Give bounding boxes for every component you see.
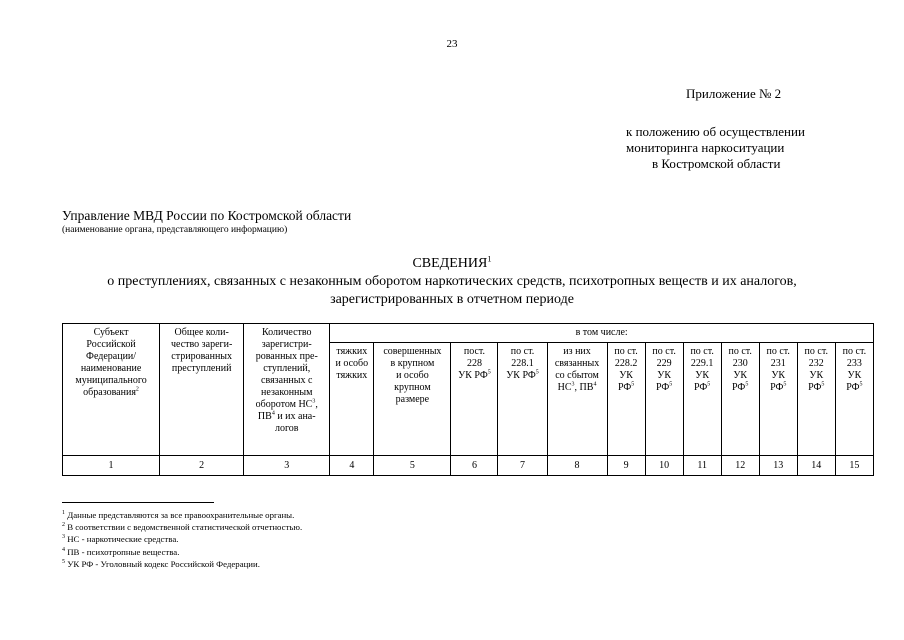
header-line: незаконным: [261, 387, 313, 398]
header-line: [452, 370, 496, 382]
header-line: по ст.: [728, 346, 752, 357]
footnote-ref: 5: [669, 381, 673, 388]
header-line: тяжких: [336, 346, 368, 357]
header-line: Общее коли-: [174, 327, 229, 338]
header-line: УК: [733, 370, 748, 381]
organization-note: (наименование органа, представляющего информацию): [62, 225, 288, 235]
header-line: УК: [847, 370, 862, 381]
header-line: логов: [274, 423, 299, 434]
footnote-ref: 3: [312, 398, 316, 405]
footnote-ref: 5: [631, 381, 635, 388]
header-line: [761, 382, 796, 394]
header-line: связанных: [554, 358, 600, 369]
header-large-scale: [374, 343, 451, 456]
column-number: 13: [759, 456, 797, 476]
header-text: ПВ: [257, 411, 272, 422]
header-line: [723, 382, 758, 394]
footnote-ref: 5: [821, 381, 825, 388]
column-number: 4: [330, 456, 374, 476]
footnote-number: 1: [62, 510, 65, 517]
header-text: НС: [557, 382, 572, 393]
header-art-228: [451, 343, 498, 456]
header-art-228-1: [498, 343, 547, 456]
header-line: из них: [563, 346, 591, 357]
header-art-232: [797, 343, 835, 456]
header-text: оборотом НС: [255, 399, 313, 410]
column-number: 1: [63, 456, 160, 476]
header-line: 232: [808, 358, 824, 369]
header-line: ступлений,: [263, 363, 311, 374]
header-line: Количество: [261, 327, 312, 338]
header-line: 233: [846, 358, 862, 369]
header-line: УК: [695, 370, 710, 381]
header-line: Российской: [86, 339, 136, 350]
footnote-number: 2: [62, 522, 65, 529]
header-line: по ст.: [510, 346, 535, 357]
header-line: [609, 382, 644, 394]
header-text: образования: [83, 387, 136, 398]
header-line: УК: [619, 370, 633, 381]
header-line: тяжких: [336, 370, 368, 381]
header-line: 231: [770, 358, 786, 369]
header-line: совершенных: [383, 346, 442, 357]
header-line: 228.2: [614, 358, 638, 369]
footnote-text: Данные представляются за все правоохранительные органы.: [67, 510, 295, 520]
header-text: РФ: [694, 382, 708, 393]
header-text: РФ: [808, 382, 822, 393]
appendix-title: Приложение № 2: [686, 86, 782, 101]
column-number: 11: [683, 456, 721, 476]
footnote: [62, 558, 302, 570]
header-text: РФ: [732, 382, 746, 393]
footnote-ref: 5: [859, 381, 863, 388]
footnote-text: УК РФ - Уголовный кодекс Российской Федерации.: [67, 558, 260, 569]
report-title: [0, 255, 904, 273]
table-header-row: [63, 324, 874, 343]
header-text: , ПВ: [574, 382, 594, 393]
header-line: зарегистри-: [261, 339, 312, 350]
footnote-number: 5: [62, 558, 65, 565]
header-line: 229.1: [690, 358, 714, 369]
header-line: 228: [466, 358, 482, 369]
footnote: [62, 521, 302, 533]
header-line: 229: [656, 358, 672, 369]
header-line: пост.: [463, 346, 486, 357]
header-line: УК: [771, 370, 786, 381]
header-line: [685, 382, 720, 394]
header-line: наименование: [80, 363, 142, 374]
header-text: РФ: [655, 382, 670, 393]
footnote-ref: 1: [487, 254, 492, 264]
footnote-ref: 4: [593, 381, 597, 388]
header-line: стрированных: [171, 351, 233, 362]
appendix-subtitle-line: в Костромской области: [652, 156, 781, 171]
header-art-228-2: [607, 343, 645, 456]
header-count: [244, 324, 330, 456]
column-number-row: [63, 456, 874, 476]
header-grave: [330, 343, 374, 456]
header-text: РФ: [617, 382, 632, 393]
header-line: по ст.: [766, 346, 790, 357]
header-text: УК РФ: [458, 370, 488, 381]
footnote-ref: 5: [745, 381, 749, 388]
header-line: со сбытом: [555, 370, 599, 381]
footnote-number: 3: [62, 534, 65, 541]
organization-name: Управление МВД России по Костромской области: [62, 208, 352, 223]
header-line: связанных с: [261, 375, 313, 386]
header-sales: [547, 343, 607, 456]
header-line: 228.1: [511, 358, 534, 369]
column-number: 10: [645, 456, 683, 476]
column-number: 7: [498, 456, 547, 476]
header-art-229-1: [683, 343, 721, 456]
report-subtitle-line: о преступлениях, связанных с незаконным оборотом наркотических средств, психотропных веществ и их аналогов,: [107, 274, 797, 289]
header-art-229: [645, 343, 683, 456]
header-text: РФ: [846, 382, 860, 393]
column-number: 12: [721, 456, 759, 476]
header-art-230: [721, 343, 759, 456]
header-line: чество зареги-: [171, 339, 233, 350]
footnote-ref: 2: [135, 386, 139, 393]
header-line: преступлений: [171, 363, 232, 374]
page-number: 23: [446, 38, 458, 50]
appendix-subtitle-line: к положению об осуществлении: [626, 124, 805, 139]
report-table: [62, 323, 874, 476]
header-line: [647, 382, 682, 394]
header-art-231: [759, 343, 797, 456]
report-title-text: СВЕДЕНИЯ: [412, 256, 488, 271]
footnote-text: ПВ - психотропные вещества.: [67, 546, 180, 557]
header-line: [499, 370, 545, 382]
header-text: УК РФ: [506, 370, 536, 381]
header-line: крупном: [394, 382, 431, 393]
column-number: 3: [244, 456, 330, 476]
header-line: по ст.: [690, 346, 714, 357]
column-number: 9: [607, 456, 645, 476]
footnote: [62, 546, 302, 558]
header-total: [160, 324, 244, 456]
header-line: по ст.: [804, 346, 828, 357]
header-line: Субъект: [93, 327, 129, 338]
footnote-ref: 5: [783, 381, 787, 388]
header-line: размере: [395, 394, 430, 405]
header-line: в крупном: [390, 358, 435, 369]
appendix-subtitle: [626, 124, 805, 172]
footnote: [62, 533, 302, 545]
column-number: 8: [547, 456, 607, 476]
header-line: оборотом $НС^3$,: [255, 398, 318, 410]
header-line: и особо: [396, 370, 429, 381]
header-line: Федерации/: [86, 351, 137, 362]
report-subtitle-line: зарегистрированных в отчетном периоде: [330, 292, 574, 307]
report-heading: [0, 255, 904, 309]
header-line: [245, 411, 328, 423]
header-line: по ст.: [614, 346, 638, 357]
header-text: и их ана-: [274, 411, 316, 422]
header-text: РФ: [770, 382, 784, 393]
header-subject: [63, 324, 160, 456]
header-line: по ст.: [652, 346, 676, 357]
header-line: [549, 382, 606, 394]
footnote: [62, 509, 302, 521]
footnote-ref: 4: [271, 410, 275, 417]
footnote-ref: 3: [571, 381, 575, 388]
header-line: [64, 387, 158, 399]
column-number: 5: [374, 456, 451, 476]
footnote-ref: 5: [487, 369, 491, 376]
header-line: и особо: [335, 358, 369, 369]
header-line: муниципального: [75, 375, 147, 386]
footnote-number: 4: [62, 546, 65, 553]
appendix-subtitle-line: мониторинга наркоситуации: [626, 140, 785, 155]
header-group-label: в том числе:: [330, 324, 874, 343]
header-line: 230: [732, 358, 748, 369]
header-art-233: [835, 343, 873, 456]
header-line: [837, 382, 872, 394]
header-line: УК: [809, 370, 824, 381]
header-line: по ст.: [842, 346, 867, 357]
header-line: [799, 382, 834, 394]
footnote-text: НС - наркотические средства.: [67, 534, 179, 545]
footnote-ref: 5: [707, 381, 711, 388]
column-number: 6: [451, 456, 498, 476]
column-number: 14: [797, 456, 835, 476]
footnote-divider: [62, 502, 214, 503]
header-line: рованных пре-: [255, 351, 318, 362]
header-line: УК: [657, 370, 671, 381]
column-number: 2: [160, 456, 244, 476]
column-number: 15: [835, 456, 873, 476]
footnote-ref: 5: [535, 369, 539, 376]
footnotes: [62, 509, 302, 570]
footnote-text: В соответствии с ведомственной статистической отчетностью.: [67, 522, 303, 533]
